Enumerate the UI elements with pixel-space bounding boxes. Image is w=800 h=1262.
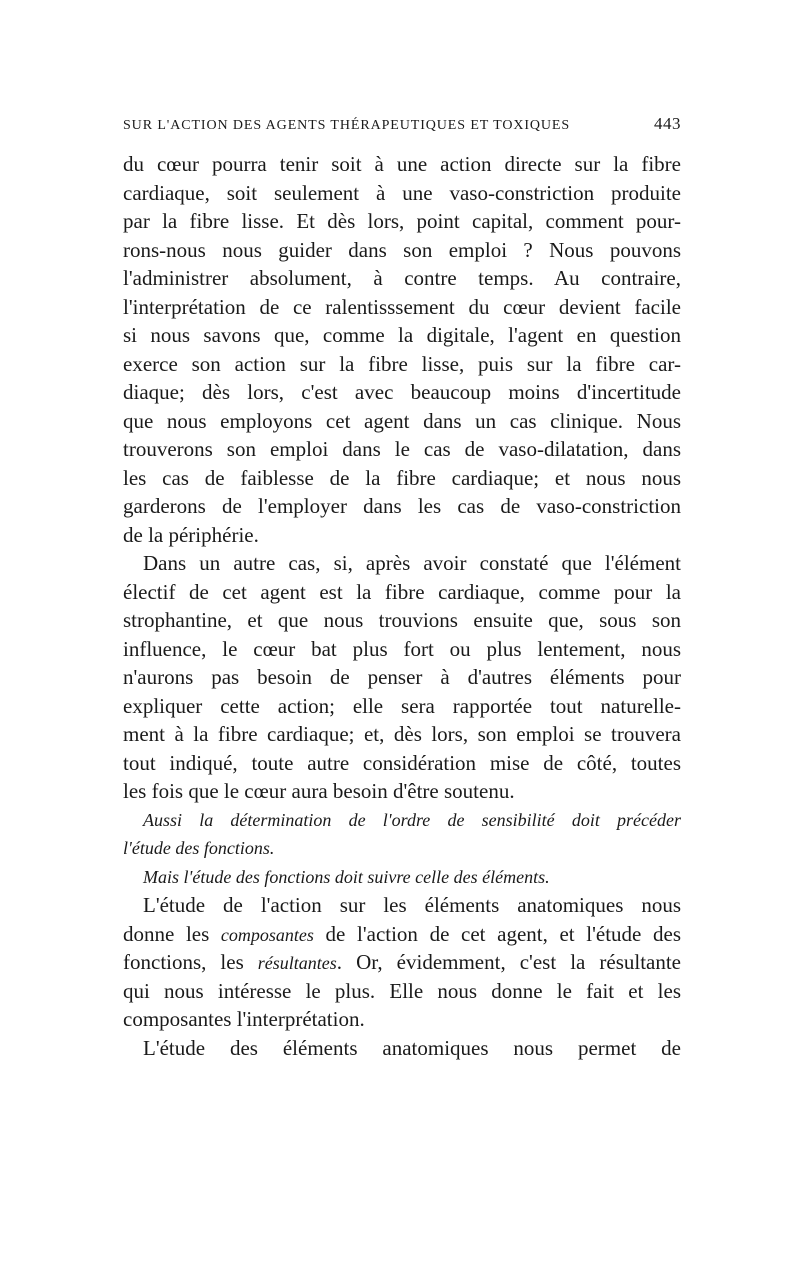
text-line: composantes l'interprétation. [123,1007,365,1031]
text-fragment: de l'action de cet agent, et l'étude des [313,921,681,946]
text-fragment: donne les [123,921,221,946]
text-line: qui nous intéresse le plus. Elle nous donne le fait et les [123,978,681,1003]
text-line: expliquer cette action; elle sera rapportée tout naturelle- [123,693,681,718]
text-line: rons-nous nous guider dans son emploi ? Nous pouvons [123,237,681,262]
text-line [123,920,681,949]
text-line: n'aurons pas besoin de penser à d'autres éléments pour [123,665,681,689]
text-line: par la fibre lisse. Et dès lors, point capital, comment pour- [123,209,681,233]
text-line: influence, le cœur bat plus fort ou plus lentement, nous [123,636,681,661]
text-line [123,948,681,977]
text-line: les fois que le cœur aura besoin d'être soutenu. [123,779,515,803]
text-line: électif de cet agent est la fibre cardiaque, comme pour la [123,579,681,604]
text-line: l'interprétation de ce ralentisssement du cœur devient facile [123,294,681,319]
running-head [123,114,681,138]
text-line: garderons de l'employer dans les cas de vaso-constriction [123,494,681,518]
italic-line: l'étude des fonctions. [123,838,275,858]
text-line: du cœur pourra tenir soit à une action directe sur la fibre [123,152,681,176]
text-line: diaque; dès lors, c'est avec beaucoup moins d'incertitude [123,380,681,404]
page-number: 443 [654,114,681,133]
italic-term: résultantes [257,953,337,973]
text-fragment: . Or, évidemment, c'est la résultante [336,950,682,974]
italic-term: composantes [220,924,314,945]
text-line: les cas de faiblesse de la fibre cardiaque; et nous nous [123,465,681,490]
text-line: cardiaque, soit seulement à une vaso-constriction produite [123,180,681,205]
italic-line: Mais l'étude des fonctions doit suivre celle des éléments. [143,866,550,887]
text-line: L'étude des éléments anatomiques nous permet de [143,1035,681,1060]
text-line: si nous savons que, comme la digitale, l'agent en question [123,323,681,347]
italic-line: Aussi la détermination de l'ordre de sensibilité doit précéder [143,809,681,830]
running-title: SUR L'ACTION DES AGENTS THÉRAPEUTIQUES ET TOXIQUES [123,118,571,133]
text-line: tout indiqué, toute autre considération mise de côté, toutes [123,750,681,775]
text-line: exerce son action sur la fibre lisse, puis sur la fibre car- [123,351,681,376]
text-line: L'étude de l'action sur les éléments anatomiques nous [143,893,681,917]
text-line: l'administrer absolument, à contre temps. Au contraire, [123,266,681,290]
text-fragment: fonctions, les [123,950,258,974]
text-line: Dans un autre cas, si, après avoir constaté que l'élément [143,551,681,575]
text-line: que nous employons cet agent dans un cas clinique. Nous [123,408,681,433]
text-line: de la périphérie. [123,522,259,547]
text-line: ment à la fibre cardiaque; et, dès lors, son emploi se trouvera [123,722,681,746]
text-line: strophantine, et que nous trouvions ensuite que, sous son [123,608,681,632]
text-line: trouverons son emploi dans le cas de vaso-dilatation, dans [123,437,681,461]
body-text [123,150,681,1062]
